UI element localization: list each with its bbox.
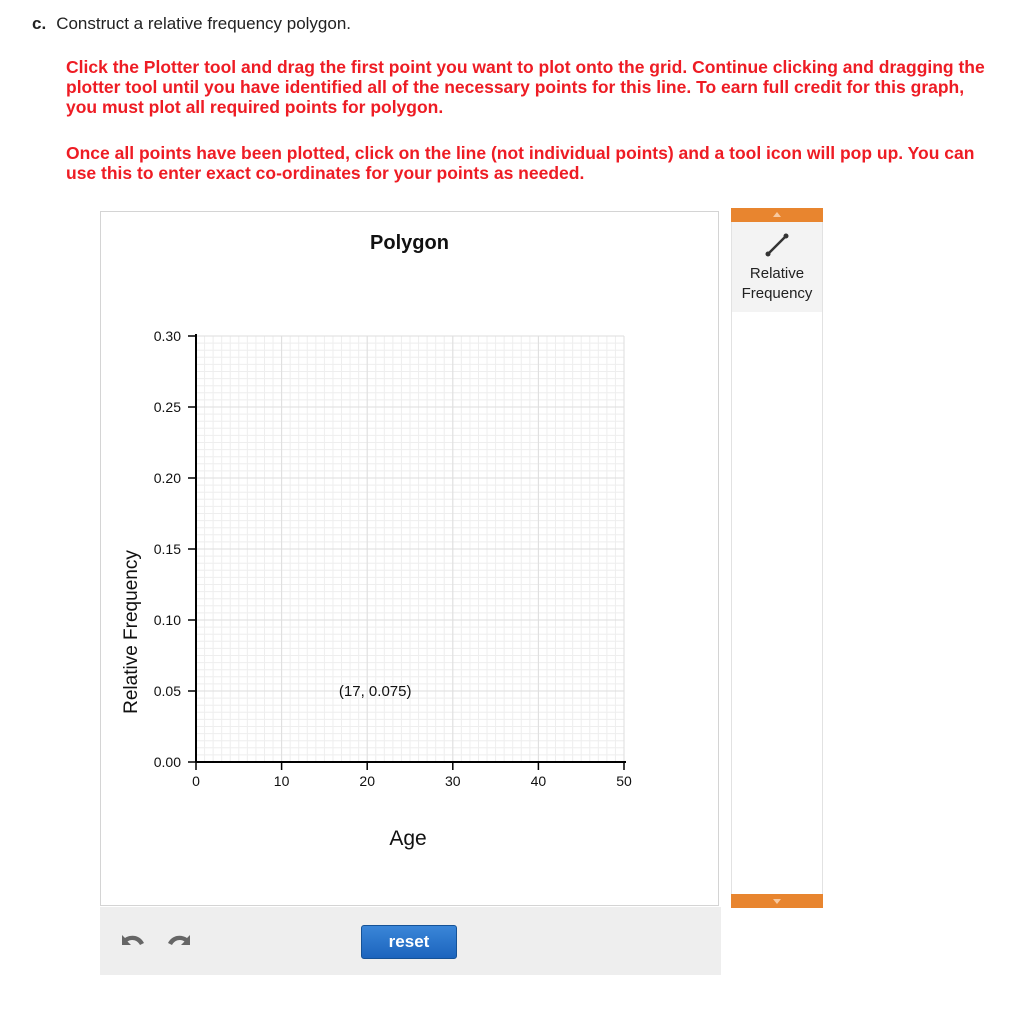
- x-tick-label: 0: [192, 773, 200, 789]
- instructions-plotting: Click the Plotter tool and drag the first point you want to plot onto the grid. Continue clicking and dragging the plotter tool until you have identified all of the necessary points for this line. To earn full credit for this graph, you must plot all required points for polygon.: [66, 57, 985, 117]
- graph-toolbar: [100, 907, 721, 975]
- y-tick-label: 0.25: [153, 399, 181, 415]
- y-tick-label: 0.05: [153, 683, 181, 699]
- question-label: c.: [32, 14, 47, 33]
- y-axis-label: Relative Frequency: [121, 550, 142, 714]
- chevron-up-icon: [773, 212, 781, 217]
- question-text: Construct a relative frequency polygon.: [56, 14, 352, 33]
- y-tick-label: 0.00: [153, 754, 181, 770]
- coordinate-readout: (17, 0.075): [338, 683, 412, 700]
- line-plotter-icon: [764, 232, 790, 263]
- tool-panel: [731, 208, 823, 908]
- x-tick-label: 30: [445, 773, 461, 789]
- x-tick-label: 50: [616, 773, 632, 789]
- question-heading: [32, 14, 351, 34]
- graph-title: Polygon: [370, 232, 449, 254]
- chevron-down-icon: [773, 899, 781, 904]
- x-axis-label: Age: [389, 827, 427, 850]
- graph-panel: [100, 211, 719, 906]
- y-tick-label: 0.30: [153, 328, 181, 344]
- y-tick-label: 0.10: [153, 612, 181, 628]
- x-tick-label: 10: [273, 773, 290, 789]
- y-tick-label: 0.15: [153, 541, 181, 557]
- tool-label: Relative Frequency: [741, 265, 813, 302]
- redo-icon[interactable]: [164, 931, 194, 953]
- reset-button[interactable]: reset: [361, 925, 457, 959]
- instructions-coordinates: Once all points have been plotted, click on the line (not individual points) and a tool icon will pop up. You can use this to enter exact co-ordinates for your points as needed.: [66, 143, 975, 183]
- x-tick-label: 40: [530, 773, 547, 789]
- scroll-up-button[interactable]: [731, 208, 823, 222]
- scroll-down-button[interactable]: [731, 894, 823, 908]
- x-tick-label: 20: [359, 773, 375, 789]
- plot-area[interactable]: [101, 212, 720, 907]
- tool-relative-frequency[interactable]: [732, 222, 822, 312]
- y-tick-label: 0.20: [153, 470, 181, 486]
- undo-icon[interactable]: [118, 931, 148, 953]
